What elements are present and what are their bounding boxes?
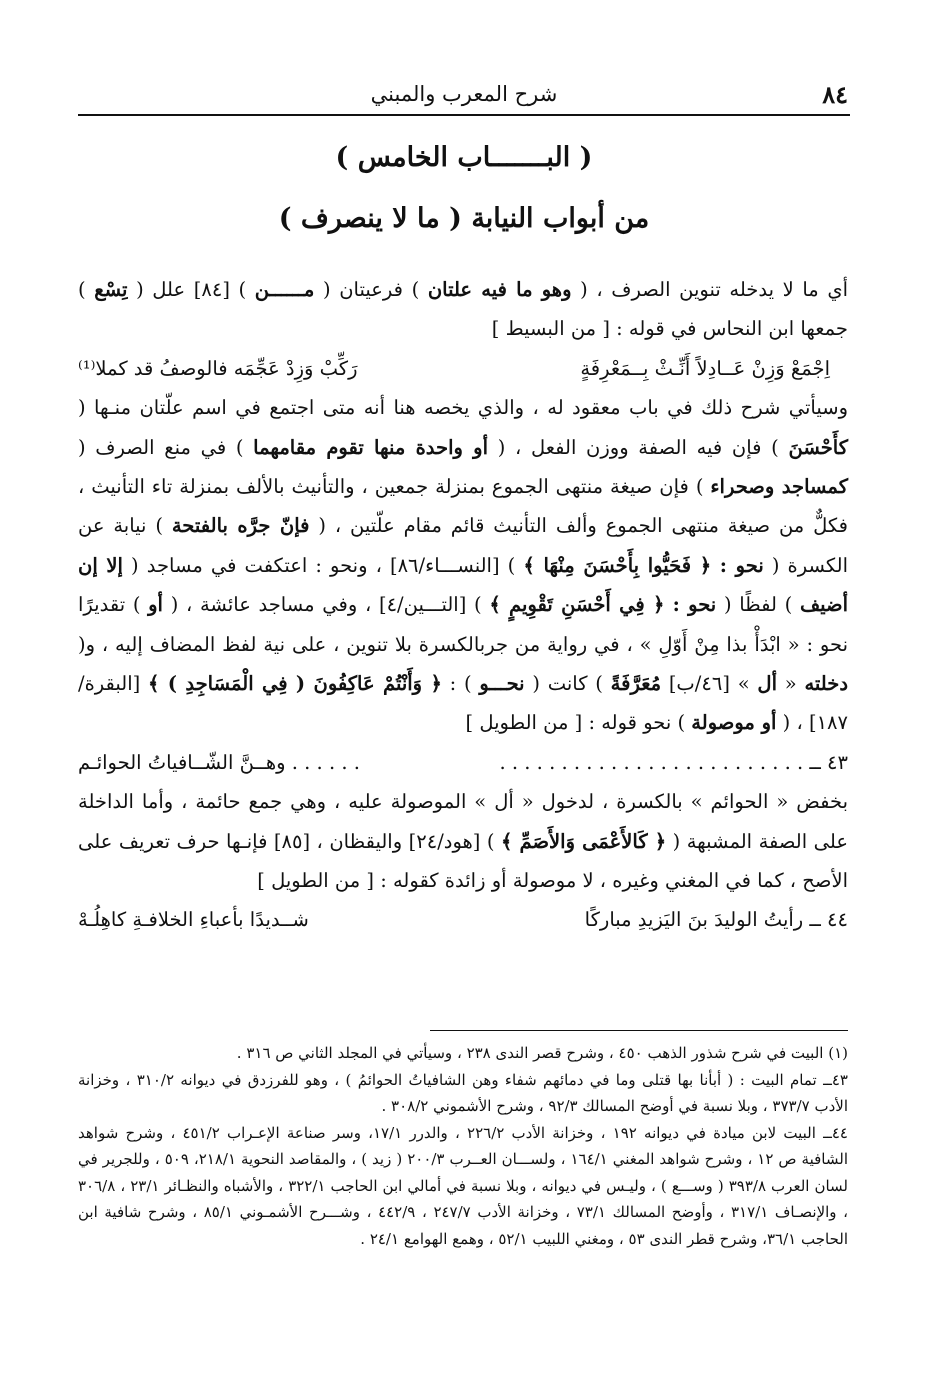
verse-hemistich-right: اِجْمَعْ وَزِنْ عَــادِلاً أَنِّـثْ بِــمَعْرِفَةٍ: [580, 356, 830, 380]
verse-line-1: [78, 349, 848, 388]
matn-text: فإنّ جرَّه بالفتحة: [171, 514, 310, 538]
text-run: أي ما لا يدخله تنوين الصرف ، (: [580, 278, 849, 301]
verse-hemistich-right: ٤٣ ــ . . . . . . . . . . . . . . . . . . . . . . . . .: [499, 750, 848, 774]
text-run: ) فإن فيه الصفة ووزن الفعل ، (: [497, 435, 779, 459]
text-run: » [٤٦/ب]: [668, 672, 750, 696]
text-run: ) لفظًا (: [723, 593, 793, 617]
text-run: ) :: [449, 672, 472, 696]
verse-line-43: [78, 743, 848, 782]
paragraph-explanation: [78, 388, 848, 743]
matn-text: أو موصولة: [691, 711, 777, 735]
matn-text: أو واحدة منها تقوم مقامهما: [253, 435, 489, 459]
text-run: «: [784, 672, 797, 696]
matn-text: أل: [757, 672, 777, 696]
footnote-separator: [430, 1030, 848, 1031]
matn-text: نحو : ﴿ فَحَيُّوا بِأَحْسَنَ مِنْهَا ﴾: [523, 553, 764, 577]
text-run: ) [التـــين/٤] ، وفي مساجد عائشة ، (: [170, 593, 482, 617]
text-run: ) [النســـاء/٨٦] ، ونحو : اعتكفت في مساجد (: [131, 553, 516, 577]
text-run: ) في منع الصرف (: [78, 435, 244, 459]
text-run: ) [٨٤] علل (: [136, 278, 247, 301]
footnote-43: ٤٣ــ تمام البيت : ( أبأنا بها قتلى وما في دمائهم شفاء وهن الشافياتُ الحوائمُ ) ، وهو للفرزدق في ديوانه ٣١٠/٢ ، وخزانة الأدب ٣٧٣/٧ ، وبلا نسبة في أوضح المسالك ٩٢/٣ ، وشرح الأشموني ٣٠٨/٢ .: [78, 1070, 848, 1115]
verse-hemistich-left: . . . . . . وهــنَّ الشّــافياتُ الحوائـم: [78, 750, 360, 774]
text-run: ) تقديرًا نحو : « ابْدَأْ بذا مِنْ أَوّلِ » ، في رواية من جربالكسرة بلا تنوين ، على نية لفظ المضاف إليه ، و(: [78, 593, 848, 656]
verse-hemistich-left: شــديدًا بأعباءِ الخلافـةِ كاهِلُـهْ: [78, 908, 309, 932]
footnotes: [78, 1040, 848, 1252]
matn-text: نحـــو: [479, 672, 525, 696]
verse-line-44: [78, 900, 848, 939]
text-run: وسيأتي شرح ذلك في باب معقود له ، والذي يخصه هنا أنه متى اجتمع في اسم علّتان منـها (: [78, 396, 848, 420]
verse-hemistich-left: رَكِّبْ وَزِدْ عَجِّمَه فالوصفُ قد كملا⁽¹⁾: [78, 356, 358, 380]
matn-text: كمساجد وصحراء: [710, 475, 848, 499]
matn-text: نحو : ﴿ فِي أَحْسَنِ تَقْوِيمٍ ﴾: [489, 593, 717, 617]
text-run: ) جمعها ابن النحاس في قوله : [ من البسيط ]: [78, 278, 848, 341]
running-header: [78, 78, 850, 116]
text-run: بخفض « الحوائم » بالكسرة ، لدخول « أل » الموصولة عليه ، وهي جمع حائمة ، وأما الداخلة على الصفة المشبهة (: [78, 790, 849, 853]
paragraph-intro: [78, 270, 848, 349]
book-title: شرح المعرب والمبني: [370, 82, 558, 106]
matn-text: تِسْع: [94, 278, 128, 301]
paragraph-commentary: [78, 782, 848, 900]
text-run: ) نيابة عن الكسرة (: [78, 514, 849, 577]
footnote-1: (١) البيت في شرح شذور الذهب ٤٥٠ ، وشرح قصر الندى ٢٣٨ ، وسيأتي في المجلد الثاني ص ٣١٦ .: [236, 1044, 848, 1062]
matn-text: دخلته: [804, 672, 849, 696]
text-run: ) نحو قوله : [ من الطويل ]: [465, 711, 686, 735]
matn-text: كأَحْسَنَ: [788, 435, 848, 459]
matn-text: إلا إن أضيف: [78, 553, 849, 617]
footnote-44: ٤٤ــ البيت لابن ميادة في ديوانه ١٩٢ ، وخزانة الأدب ٢٢٦/٢ ، والدرر ١٧/١، وسر صناعة الإعـراب ٤٥١/٢ ، وشرح شواهد الشافية ص ١٢ ، وشرح شواهد المغني ١٦٤/١ ، ولســـان العــرب ٢٠٠/٣ ( زيد ) ، والمقاصد النحوية ٢١٨/١، ٥٠٩ ، وللجرير في لسان العرب ٣٩٣/٨ ( وســـع ) ، وليـس في ديوانه ، وبلا نسبة في أمالي ابن الحاجب ٣٢٢/١ ، والأشباه والنظـائر ٢٣/١ ، ٣٠٦/٨ ، والإنصـاف ٣١٧/١ ، وأوضح المسالك ٧٣/١ ، وخزانة الأدب ٢٤٧/٧ ، ٤٤٢/٩ ، وشـــرح الأشمـوني ٨٥/١ ، وشرح شافية ابن الحاجب ٣٦/١، وشرح قطر الندى ٥٣ ، ومغني اللبيب ٥٢/١ ، وهمع الهوامع ٢٤/١ .: [78, 1123, 849, 1248]
page-number: ٨٤: [822, 80, 848, 109]
matn-text: وهو ما فيه علتان: [427, 278, 572, 301]
text-run: [البقرة/١٨٧] ، (: [78, 672, 848, 735]
main-text: [78, 270, 848, 940]
text-run: ) كانت (: [532, 672, 603, 696]
verse-hemistich-right: ٤٤ ــ رأيتُ الوليدَ بنَ اليَزيدِ مباركًا: [584, 908, 848, 932]
text-run: ) فرعيتان (: [323, 278, 420, 301]
matn-text: مُعَرَّفَةً: [610, 672, 662, 696]
text-run: ) [هود/٢٤] واليقظان ، [٨٥] فإنـها حرف تعريف على الأصح ، كما في المغني وغيره ، لا موصولة أو زائدة كقوله : [ من الطويل ]: [78, 829, 848, 893]
chapter-title: ( البـــــــاب الخامس ): [335, 142, 593, 173]
matn-text: مــــــن: [254, 278, 315, 301]
text-run: ) فإن صيغة منتهى الجموع بمنزلة جمعين ، والتأنيث بالألف بمنزلة تاء التأنيث ، فكلٌّ من صيغة منتهى الجموع وألف التأنيث قائم مقام علّتين ، (: [78, 475, 848, 538]
section-title: من أبواب النيابة ( ما لا ينصرف ): [278, 203, 650, 234]
quran-quote: ﴿ وَأَنْتُمْ عَاكِفُونَ ( فِي الْمَسَاجِدِ ) ﴾: [148, 672, 442, 696]
quran-quote: ﴿ كَالأَعْمَى وَالأَصَمِّ ﴾: [501, 829, 667, 853]
matn-text: أو: [148, 593, 163, 617]
